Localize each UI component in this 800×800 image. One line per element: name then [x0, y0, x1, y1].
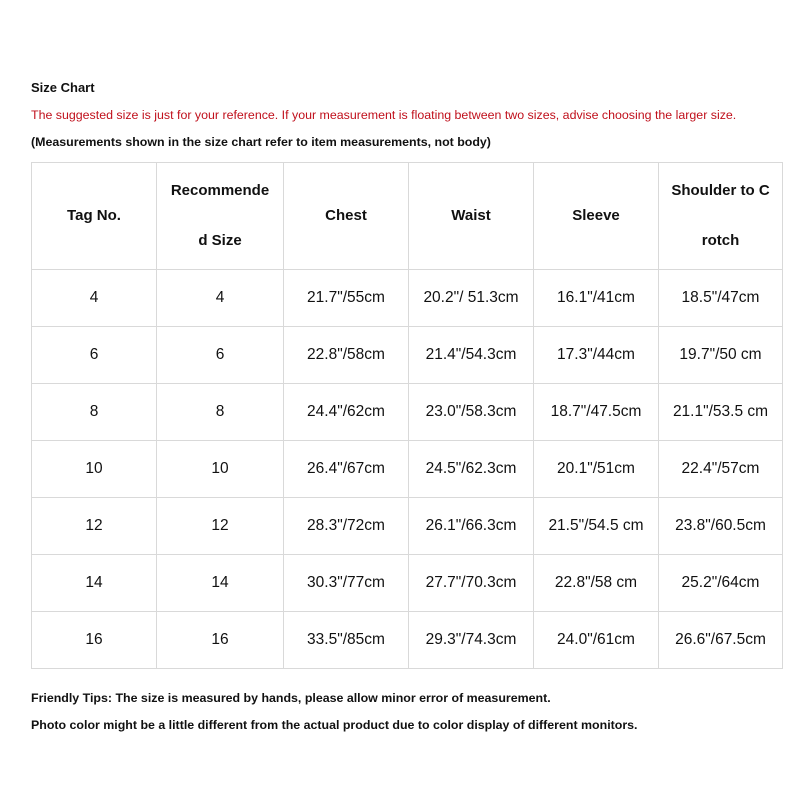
cell-recommended-size: 14 — [157, 555, 284, 612]
cell-waist: 23.0"/58.3cm — [409, 384, 534, 441]
table-row — [32, 555, 783, 612]
friendly-tip-photo-color: Photo color might be a little different from the actual product due to color display of different monitors. — [31, 718, 638, 732]
cell-shoulder-to-crotch: 21.1"/53.5 cm — [659, 384, 783, 441]
cell-sleeve: 24.0"/61cm — [534, 612, 659, 669]
header-sleeve: Sleeve — [534, 163, 659, 270]
cell-recommended-size: 8 — [157, 384, 284, 441]
cell-tag-no: 12 — [32, 498, 157, 555]
header-waist: Waist — [409, 163, 534, 270]
table-row — [32, 327, 783, 384]
cell-sleeve: 17.3"/44cm — [534, 327, 659, 384]
cell-shoulder-to-crotch: 26.6"/67.5cm — [659, 612, 783, 669]
header-shoulder-to-crotch: Shoulder to C rotch — [659, 163, 783, 270]
table-row — [32, 384, 783, 441]
cell-recommended-size: 12 — [157, 498, 284, 555]
cell-chest: 22.8"/58cm — [284, 327, 409, 384]
cell-chest: 26.4"/67cm — [284, 441, 409, 498]
cell-shoulder-to-crotch: 25.2"/64cm — [659, 555, 783, 612]
cell-chest: 33.5"/85cm — [284, 612, 409, 669]
cell-sleeve: 22.8"/58 cm — [534, 555, 659, 612]
cell-recommended-size: 16 — [157, 612, 284, 669]
header-chest: Chest — [284, 163, 409, 270]
table-header-row — [32, 163, 783, 270]
cell-tag-no: 16 — [32, 612, 157, 669]
cell-waist: 20.2"/ 51.3cm — [409, 270, 534, 327]
cell-recommended-size: 6 — [157, 327, 284, 384]
cell-chest: 30.3"/77cm — [284, 555, 409, 612]
cell-chest: 24.4"/62cm — [284, 384, 409, 441]
table-row — [32, 270, 783, 327]
cell-tag-no: 6 — [32, 327, 157, 384]
cell-chest: 21.7"/55cm — [284, 270, 409, 327]
cell-sleeve: 16.1"/41cm — [534, 270, 659, 327]
cell-sleeve: 18.7"/47.5cm — [534, 384, 659, 441]
page-title: Size Chart — [31, 80, 95, 95]
size-chart-table — [31, 162, 783, 669]
cell-waist: 29.3"/74.3cm — [409, 612, 534, 669]
cell-shoulder-to-crotch: 19.7"/50 cm — [659, 327, 783, 384]
cell-sleeve: 20.1"/51cm — [534, 441, 659, 498]
cell-tag-no: 8 — [32, 384, 157, 441]
measurement-note: (Measurements shown in the size chart refer to item measurements, not body) — [31, 135, 491, 149]
cell-shoulder-to-crotch: 23.8"/60.5cm — [659, 498, 783, 555]
header-tag-no: Tag No. — [32, 163, 157, 270]
friendly-tip-measurement: Friendly Tips: The size is measured by hands, please allow minor error of measurement. — [31, 691, 551, 705]
cell-waist: 24.5"/62.3cm — [409, 441, 534, 498]
cell-chest: 28.3"/72cm — [284, 498, 409, 555]
cell-tag-no: 10 — [32, 441, 157, 498]
cell-shoulder-to-crotch: 22.4"/57cm — [659, 441, 783, 498]
table-row — [32, 612, 783, 669]
table-row — [32, 498, 783, 555]
cell-sleeve: 21.5"/54.5 cm — [534, 498, 659, 555]
cell-shoulder-to-crotch: 18.5"/47cm — [659, 270, 783, 327]
cell-recommended-size: 10 — [157, 441, 284, 498]
cell-waist: 26.1"/66.3cm — [409, 498, 534, 555]
cell-tag-no: 14 — [32, 555, 157, 612]
cell-waist: 21.4"/54.3cm — [409, 327, 534, 384]
cell-recommended-size: 4 — [157, 270, 284, 327]
table-row — [32, 441, 783, 498]
size-advice-notice: The suggested size is just for your reference. If your measurement is floating between two sizes, advise choosing the larger size. — [31, 108, 737, 122]
cell-tag-no: 4 — [32, 270, 157, 327]
header-recommended-size: Recommende d Size — [157, 163, 284, 270]
cell-waist: 27.7"/70.3cm — [409, 555, 534, 612]
